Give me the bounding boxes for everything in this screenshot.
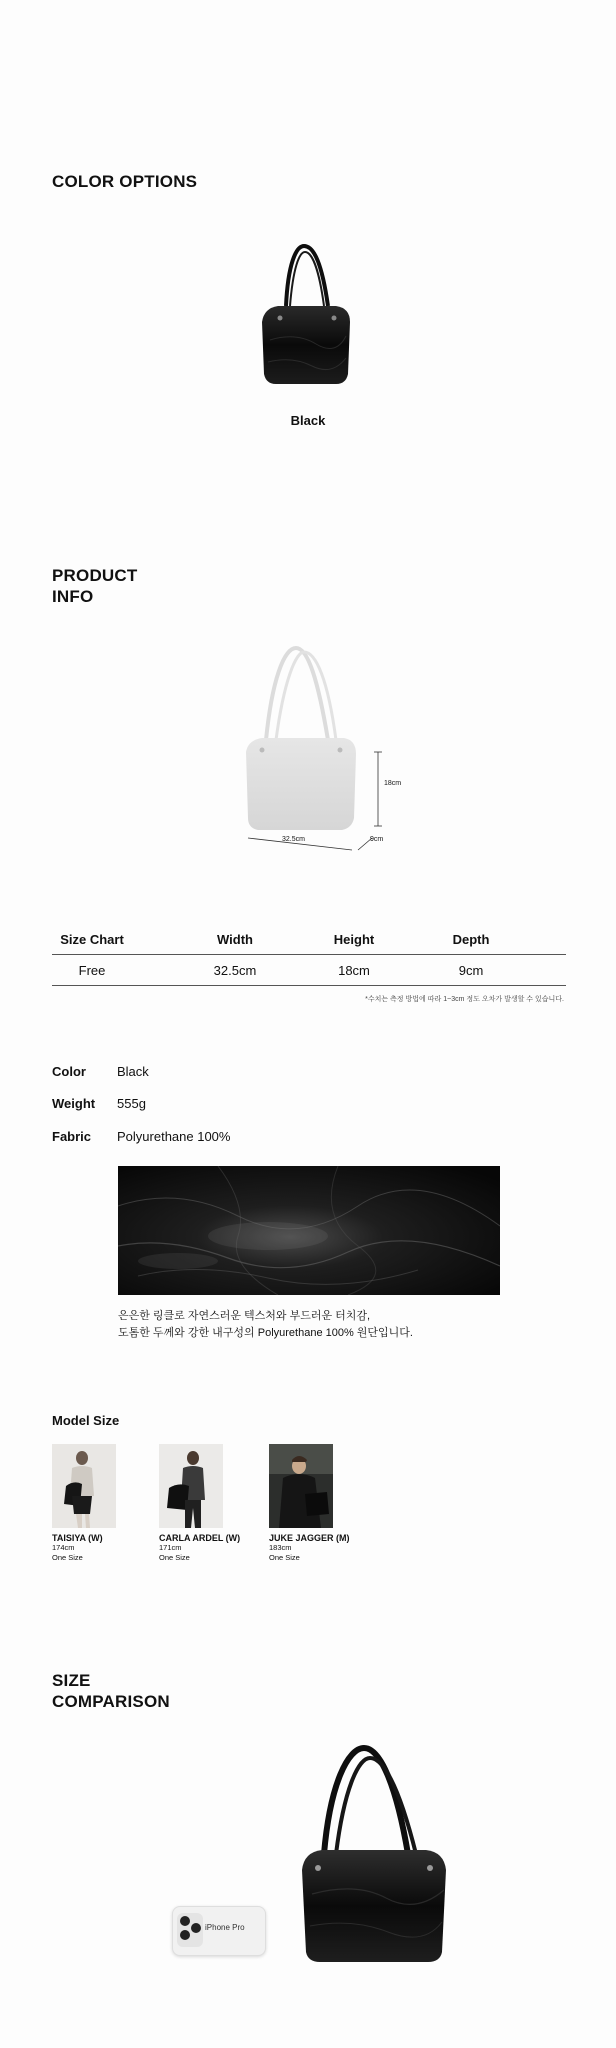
model-size: One Size [269,1553,300,1562]
size-chart-header-height: Height [333,931,375,947]
model-photo [159,1444,223,1528]
model-height: 183cm [269,1543,292,1552]
size-chart-table [52,924,566,986]
model-size-heading: Model Size [52,1413,120,1428]
size-chart-cell-width: 32.5cm [213,962,257,978]
model-card [52,1444,162,1563]
dim-depth-label: 9cm [370,836,384,843]
size-chart-row [52,955,566,985]
color-options-heading: COLOR OPTIONS [52,172,198,191]
model-name: TAISIYA (W) [52,1533,103,1543]
model-card [269,1444,379,1563]
color-option-label: Black [290,413,326,428]
size-chart-header-row [52,924,566,954]
model-size: One Size [52,1553,83,1562]
bag-comparison-image [296,1744,452,1964]
bag-dimension-diagram [236,640,396,860]
spec-value-fabric: Polyurethane 100% [117,1129,231,1144]
spec-label-weight: Weight [52,1096,96,1111]
model-card [159,1444,269,1563]
model-height: 171cm [159,1543,182,1552]
model-photo [269,1444,333,1528]
dim-height-label: 18cm [384,780,402,787]
fabric-description-line2: 도톰한 두께와 강한 내구성의 Polyurethane 100% 원단입니다. [118,1327,413,1339]
size-chart-divider-bottom [52,985,566,986]
size-chart-header-label: Size Chart [60,931,124,947]
spec-value-color: Black [117,1064,149,1079]
spec-label-fabric: Fabric [52,1129,92,1144]
product-info-heading-line1: PRODUCT [52,566,138,585]
spec-value-weight: 555g [117,1096,146,1111]
size-comparison-heading-line1: SIZE [52,1671,91,1690]
iphone-pro-reference [172,1906,266,1956]
size-chart-note: *수치는 측정 방법에 따라 1~3cm 정도 오차가 발생할 수 있습니다. [365,996,564,1003]
model-photo [52,1444,116,1528]
size-chart-cell-size: Free [78,962,106,978]
spec-label-color: Color [52,1064,86,1079]
model-name: CARLA ARDEL (W) [159,1533,241,1543]
product-info-heading-line2: INFO [52,587,94,606]
model-name: JUKE JAGGER (M) [269,1533,350,1543]
model-height: 174cm [52,1543,75,1552]
size-comparison-heading-line2: COMPARISON [52,1692,170,1711]
black-bag-swatch-image[interactable] [256,244,356,394]
size-chart-header-depth: Depth [452,931,490,947]
fabric-description [118,1308,413,1342]
camera-module-icon [177,1913,203,1947]
fabric-description-line1: 은은한 링클로 자연스러운 텍스처와 부드러운 터치감, [118,1310,371,1322]
dim-width-label: 32.5cm [282,836,305,843]
model-size: One Size [159,1553,190,1562]
size-chart-cell-depth: 9cm [458,962,484,978]
size-chart-header-width: Width [217,931,253,947]
iphone-label: iPhone Pro [205,1923,245,1932]
fabric-texture-image [118,1166,500,1295]
size-chart-cell-height: 18cm [338,962,370,978]
